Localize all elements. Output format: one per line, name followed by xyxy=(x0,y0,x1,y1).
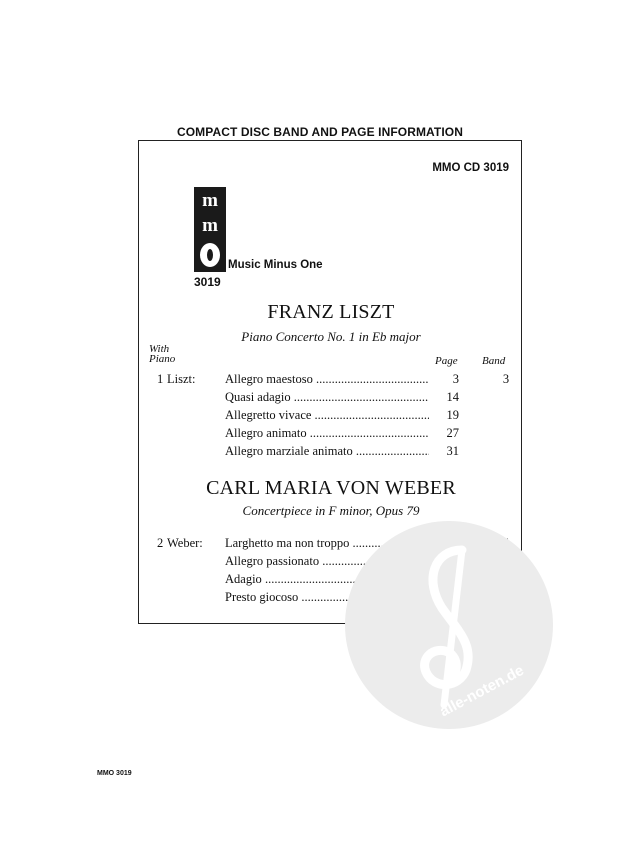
composer-title: CARL MARIA VON WEBER xyxy=(206,477,456,499)
table-row xyxy=(139,426,523,444)
piano-label: Piano xyxy=(149,353,176,365)
page-header: COMPACT DISC BAND AND PAGE INFORMATION xyxy=(176,125,463,139)
table-row xyxy=(139,390,523,408)
logo-letter-m1: m xyxy=(202,190,218,211)
movement-title: Larghetto ma non troppo ..... xyxy=(225,536,443,551)
page-column-header: Page xyxy=(435,355,458,367)
band-column-header: Band xyxy=(482,355,506,367)
watermark-text: alle-noten.de xyxy=(437,661,527,721)
table-row xyxy=(139,408,523,426)
movement-title: Allegro animato ..... xyxy=(225,426,443,441)
with-label: With xyxy=(149,343,170,355)
mmo-logo xyxy=(194,187,226,272)
logo-letter-o xyxy=(200,243,220,267)
page-number: 19 xyxy=(429,408,459,423)
logo-letter-m2: m xyxy=(202,215,218,236)
movement-title: Quasi adagio ..... xyxy=(225,390,443,405)
movement-title: Allegro maestoso ..... xyxy=(225,372,443,387)
work-title: Piano Concerto No. 1 in Eb major xyxy=(241,329,421,344)
footer-catalog: MMO 3019 xyxy=(97,770,132,777)
composer-short: Liszt: xyxy=(167,372,196,386)
table-row xyxy=(139,372,523,390)
movement-title: Presto giocoso ..... xyxy=(225,590,443,605)
band-number: 3 xyxy=(502,372,510,386)
logo-number: 3019 xyxy=(194,275,221,289)
piece-number: 2 xyxy=(157,536,164,550)
movement-title: Allegretto vivace ..... xyxy=(225,408,443,423)
page-number: 31 xyxy=(429,444,459,459)
piece-number: 1 xyxy=(157,372,164,386)
table-row xyxy=(139,444,523,462)
watermark-logo xyxy=(344,520,554,730)
movement-title: Allegro passionato ..... xyxy=(225,554,443,569)
page-number: 3 xyxy=(429,372,459,387)
movement-title: Allegro marziale animato ..... xyxy=(225,444,443,459)
brand-name: Music Minus One xyxy=(228,259,323,271)
composer-title: FRANZ LISZT xyxy=(267,301,395,323)
page-number: 14 xyxy=(429,390,459,405)
catalog-number: MMO CD 3019 xyxy=(432,162,509,174)
movement-title: Adagio ..... xyxy=(225,572,443,587)
work-title: Concertpiece in F minor, Opus 79 xyxy=(242,503,420,518)
composer-short: Weber: xyxy=(167,536,203,550)
page-number: 27 xyxy=(429,426,459,441)
